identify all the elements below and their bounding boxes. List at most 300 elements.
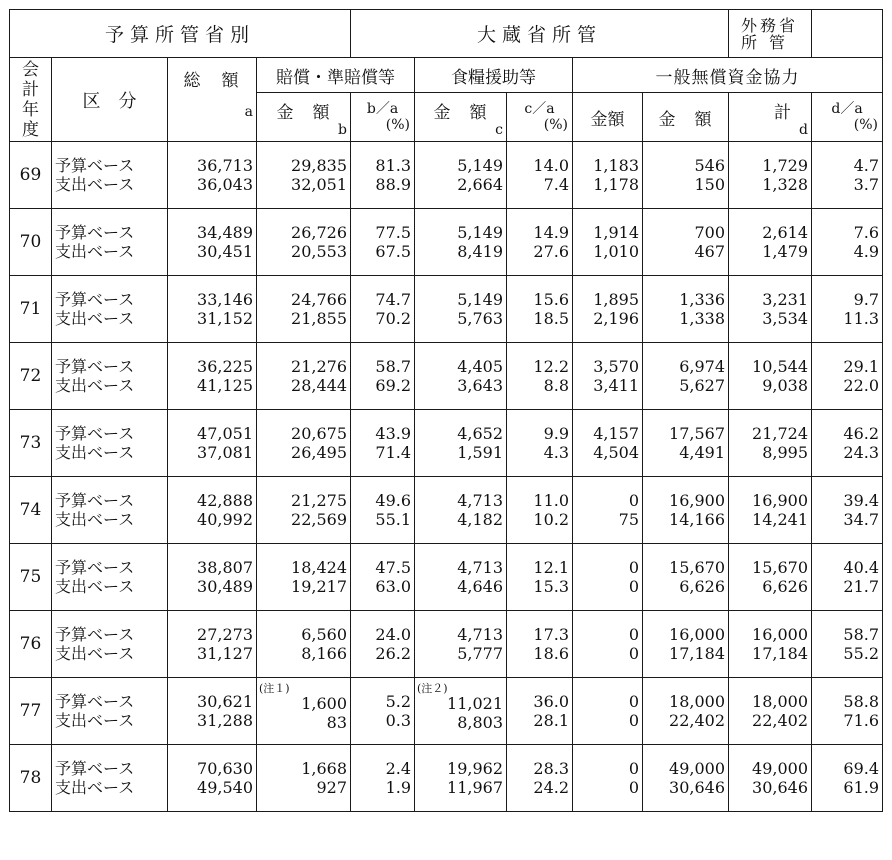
rep-ratio-cell: [351, 477, 415, 544]
food-ratio-cell: [507, 343, 573, 410]
fiscal-year-cell: 73: [10, 410, 52, 477]
expenditure-value: 41,125: [197, 376, 253, 395]
expenditure-value: 26.2: [375, 644, 412, 663]
rep-ratio-label: b／a: [366, 101, 399, 117]
expenditure-value: 6,626: [679, 577, 726, 596]
budget-value: 15,670: [669, 558, 726, 577]
mofa-grant-cell: [643, 209, 729, 276]
food-aid-header: 食糧援助等: [415, 58, 573, 93]
budget-value: 58.7: [843, 625, 880, 644]
table-row: [10, 544, 883, 611]
fiscal-year-cell: 71: [10, 276, 52, 343]
fiscal-year-cell: 69: [10, 142, 52, 209]
expenditure-value: 30,489: [197, 577, 253, 596]
budget-value: 546: [694, 156, 726, 175]
expenditure-value: 1,338: [679, 309, 726, 328]
ministry-header-row: [10, 10, 883, 58]
expenditure-basis-label: 支出ベース: [55, 175, 135, 194]
budget-value: 20,675: [291, 424, 348, 443]
expenditure-value: 5,627: [679, 376, 726, 395]
mofa-grant-cell: [643, 142, 729, 209]
budget-value: 19,962: [447, 759, 504, 778]
budget-value: 4,713: [457, 558, 504, 577]
food-ratio-cell: [507, 276, 573, 343]
rep-ratio-cell: [351, 745, 415, 812]
expenditure-value: 3,534: [762, 309, 809, 328]
budget-value: 17,567: [669, 424, 726, 443]
rep-amount-label: 金 額: [276, 102, 331, 123]
budget-value: 0: [628, 491, 640, 510]
budget-value: 0: [628, 759, 640, 778]
budget-value: 0: [628, 558, 640, 577]
budget-value: 26,726: [291, 223, 348, 242]
category-cell: [52, 477, 168, 544]
category-cell: [52, 209, 168, 276]
sum-label: 計: [774, 102, 798, 123]
food-amount-sub: c: [495, 121, 504, 138]
mof-grant-cell: [573, 410, 643, 477]
mof-grant-cell: [573, 544, 643, 611]
budget-value: 36,225: [197, 357, 253, 376]
food-amount-cell: [415, 544, 507, 611]
expenditure-value: 17,184: [669, 644, 726, 663]
budget-basis-label: 予算ベース: [55, 223, 135, 242]
mofa-grant-cell: [643, 611, 729, 678]
expenditure-value: 32,051: [291, 175, 348, 194]
budget-value: 1,183: [593, 156, 640, 175]
rep-ratio-cell: [351, 544, 415, 611]
table-row: [10, 410, 883, 477]
expenditure-value: 63.0: [375, 577, 412, 596]
budget-value: 17.3: [533, 625, 570, 644]
expenditure-value: 75: [618, 510, 640, 529]
mofa-grant-cell: [643, 745, 729, 812]
budget-value: 49.6: [375, 491, 412, 510]
budget-value: 11,021: [447, 693, 504, 713]
category-cell: [52, 678, 168, 745]
category-cell: [52, 611, 168, 678]
budget-value: 47,051: [197, 424, 253, 443]
budget-basis-label: 予算ベース: [55, 357, 135, 376]
budget-value: 4,405: [457, 357, 504, 376]
mofa-grant-cell: [643, 544, 729, 611]
budget-value: 21,276: [291, 357, 348, 376]
budget-value: 11.0: [533, 491, 570, 510]
budget-value: 77.5: [375, 223, 412, 242]
budget-value: 15.6: [533, 290, 570, 309]
category-cell: [52, 544, 168, 611]
sum-ratio-cell: [812, 142, 883, 209]
expenditure-value: 14,241: [752, 510, 809, 529]
sum-cell: [729, 142, 812, 209]
total-label: 総 額: [183, 71, 241, 91]
budget-basis-label: 予算ベース: [55, 692, 135, 711]
budget-basis-label: 予算ベース: [55, 558, 135, 577]
expenditure-value: 18.5: [533, 309, 570, 328]
expenditure-value: 27.6: [533, 242, 570, 261]
note-marker-1: (注１): [259, 681, 290, 695]
fiscal-year-char: 会: [22, 59, 39, 80]
budget-value: 9.9: [543, 424, 570, 443]
expenditure-value: 31,127: [197, 644, 253, 663]
fiscal-year-cell: 74: [10, 477, 52, 544]
budget-value: 5,149: [457, 223, 504, 242]
budget-value: 3,231: [762, 290, 809, 309]
expenditure-value: 24.3: [843, 443, 880, 462]
expenditure-value: 24.2: [533, 778, 570, 797]
budget-value: 15,670: [752, 558, 809, 577]
expenditure-basis-label: 支出ベース: [55, 711, 135, 730]
budget-basis-label: 予算ベース: [55, 424, 135, 443]
note-marker-2: (注２): [417, 681, 448, 695]
sum-ratio-cell: [812, 477, 883, 544]
expenditure-basis-label: 支出ベース: [55, 778, 135, 797]
aid-budget-table: [9, 9, 883, 812]
sum-ratio-header: [812, 93, 883, 142]
expenditure-value: 55.2: [843, 644, 880, 663]
rep-ratio-cell: [351, 678, 415, 745]
table-row: [10, 611, 883, 678]
rep-ratio-cell: [351, 410, 415, 477]
sum-cell: [729, 410, 812, 477]
expenditure-value: 83: [326, 712, 348, 732]
budget-value: 4,713: [457, 625, 504, 644]
mofa-heading: [729, 10, 812, 58]
expenditure-value: 30,646: [669, 778, 726, 797]
food-ratio-label: c／a: [524, 101, 555, 117]
budget-value: 0: [628, 625, 640, 644]
food-amount-cell: [415, 142, 507, 209]
expenditure-value: 5,777: [457, 644, 504, 663]
rep-amount-cell: [257, 343, 351, 410]
budget-value: 39.4: [843, 491, 880, 510]
expenditure-value: 34.7: [843, 510, 880, 529]
expenditure-value: 1,591: [457, 443, 504, 462]
sum-ratio-cell: [812, 745, 883, 812]
sum-cell: [729, 276, 812, 343]
table-row: [10, 142, 883, 209]
expenditure-value: 88.9: [375, 175, 412, 194]
mofa-heading-line2: 所管: [741, 32, 798, 52]
total-cell: [168, 745, 257, 812]
expenditure-value: 71.4: [375, 443, 412, 462]
budget-value: 58.7: [375, 357, 412, 376]
food-amount-header: [415, 93, 507, 142]
expenditure-value: 0: [628, 577, 640, 596]
table-row: [10, 343, 883, 410]
rep-ratio-cell: [351, 142, 415, 209]
budget-value: 30,621: [197, 692, 253, 711]
rep-amount-sub: b: [338, 121, 348, 138]
rep-amount-cell: [257, 410, 351, 477]
sum-ratio-cell: [812, 611, 883, 678]
food-amount-cell: [415, 276, 507, 343]
expenditure-value: 927: [316, 778, 348, 797]
expenditure-value: 26,495: [291, 443, 348, 462]
budget-value: 2.4: [385, 759, 412, 778]
budget-value: 0: [628, 692, 640, 711]
expenditure-value: 6,626: [762, 577, 809, 596]
expenditure-value: 11,967: [447, 778, 504, 797]
budget-value: 4.7: [853, 156, 880, 175]
budget-value: 33,146: [197, 290, 253, 309]
expenditure-value: 22,402: [669, 711, 726, 730]
budget-value: 1,729: [762, 156, 809, 175]
food-ratio-cell: [507, 142, 573, 209]
sum-cell: [729, 678, 812, 745]
expenditure-value: 2,664: [457, 175, 504, 194]
mof-grant-cell: [573, 477, 643, 544]
expenditure-value: 11.3: [843, 309, 880, 328]
category-cell: [52, 745, 168, 812]
mofa-grant-cell: [643, 276, 729, 343]
mof-grant-cell: [573, 276, 643, 343]
budget-value: 1,336: [679, 290, 726, 309]
food-ratio-header: [507, 93, 573, 142]
budget-basis-label: 予算ベース: [55, 759, 135, 778]
food-ratio-cell: [507, 611, 573, 678]
fiscal-year-cell: 76: [10, 611, 52, 678]
expenditure-value: 1,010: [593, 242, 640, 261]
expenditure-value: 2,196: [593, 309, 640, 328]
total-cell: [168, 142, 257, 209]
expenditure-basis-label: 支出ベース: [55, 443, 135, 462]
budget-value: 36,713: [197, 156, 253, 175]
category-cell: [52, 142, 168, 209]
expenditure-value: 20,553: [291, 242, 348, 261]
expenditure-value: 1,328: [762, 175, 809, 194]
mof-grant-header: 金額: [573, 93, 643, 142]
mofa-grant-cell: [643, 410, 729, 477]
fiscal-year-header: [10, 58, 52, 142]
expenditure-value: 15.3: [533, 577, 570, 596]
total-cell: [168, 276, 257, 343]
mof-grant-cell: [573, 343, 643, 410]
food-amount-cell: [415, 678, 507, 745]
budget-by-ministry-heading: 予算所管省別: [10, 10, 351, 58]
budget-basis-label: 予算ベース: [55, 156, 135, 175]
rep-amount-header: [257, 93, 351, 142]
fiscal-year-cell: 78: [10, 745, 52, 812]
sum-ratio-cell: [812, 410, 883, 477]
budget-value: 4,652: [457, 424, 504, 443]
budget-value: 5,149: [457, 290, 504, 309]
food-amount-label: 金 額: [433, 102, 488, 123]
budget-value: 9.7: [853, 290, 880, 309]
food-ratio-cell: [507, 410, 573, 477]
budget-value: 36.0: [533, 692, 570, 711]
sum-ratio-cell: [812, 276, 883, 343]
budget-value: 38,807: [197, 558, 253, 577]
budget-value: 1,600: [301, 693, 348, 713]
expenditure-value: 8.8: [543, 376, 570, 395]
expenditure-value: 467: [694, 242, 726, 261]
budget-value: 1,914: [593, 223, 640, 242]
expenditure-value: 71.6: [843, 711, 880, 730]
expenditure-value: 4.3: [543, 443, 570, 462]
expenditure-value: 61.9: [843, 778, 880, 797]
budget-basis-label: 予算ベース: [55, 290, 135, 309]
expenditure-basis-label: 支出ベース: [55, 510, 135, 529]
budget-value: 10,544: [752, 357, 809, 376]
expenditure-value: 17,184: [752, 644, 809, 663]
expenditure-basis-label: 支出ベース: [55, 309, 135, 328]
expenditure-value: 31,152: [197, 309, 253, 328]
expenditure-value: 21,855: [291, 309, 348, 328]
food-amount-cell: [415, 477, 507, 544]
expenditure-value: 4,182: [457, 510, 504, 529]
budget-value: 16,000: [752, 625, 809, 644]
budget-value: 21,275: [291, 491, 348, 510]
expenditure-value: 150: [694, 175, 726, 194]
table-row: [10, 276, 883, 343]
sum-cell: [729, 544, 812, 611]
food-amount-cell: [415, 209, 507, 276]
budget-basis-label: 予算ベース: [55, 491, 135, 510]
grant-aid-header: 一般無償資金協力: [573, 58, 883, 93]
budget-value: 49,000: [669, 759, 726, 778]
budget-value: 74.7: [375, 290, 412, 309]
expenditure-value: 4,504: [593, 443, 640, 462]
expenditure-value: 7.4: [543, 175, 570, 194]
expenditure-value: 18.6: [533, 644, 570, 663]
expenditure-value: 21.7: [843, 577, 880, 596]
budget-value: 27,273: [197, 625, 253, 644]
expenditure-value: 1,479: [762, 242, 809, 261]
rep-amount-cell: [257, 477, 351, 544]
expenditure-value: 30,451: [197, 242, 253, 261]
budget-value: 4,157: [593, 424, 640, 443]
rep-amount-cell: [257, 276, 351, 343]
expenditure-basis-label: 支出ベース: [55, 242, 135, 261]
food-ratio-cell: [507, 678, 573, 745]
category-header: 区 分: [52, 58, 168, 142]
budget-value: 40.4: [843, 558, 880, 577]
expenditure-value: 19,217: [291, 577, 348, 596]
rep-amount-cell: [257, 611, 351, 678]
budget-value: 12.2: [533, 357, 570, 376]
total-cell: [168, 477, 257, 544]
expenditure-basis-label: 支出ベース: [55, 577, 135, 596]
expenditure-value: 8,166: [301, 644, 348, 663]
budget-value: 6,560: [301, 625, 348, 644]
total-header: [168, 58, 257, 142]
expenditure-value: 0: [628, 778, 640, 797]
expenditure-value: 31,288: [197, 711, 253, 730]
mofa-grant-cell: [643, 343, 729, 410]
budget-value: 58.8: [843, 692, 880, 711]
table-row: [10, 209, 883, 276]
sum-sub: d: [799, 121, 809, 138]
total-cell: [168, 410, 257, 477]
fiscal-year-cell: 75: [10, 544, 52, 611]
mof-grant-cell: [573, 209, 643, 276]
mof-grant-cell: [573, 678, 643, 745]
budget-value: 24.0: [375, 625, 412, 644]
mofa-grant-cell: [643, 678, 729, 745]
expenditure-basis-label: 支出ベース: [55, 376, 135, 395]
budget-value: 1,895: [593, 290, 640, 309]
total-cell: [168, 544, 257, 611]
rep-amount-cell: [257, 209, 351, 276]
sum-ratio-cell: [812, 544, 883, 611]
sum-cell: [729, 209, 812, 276]
mof-grant-cell: [573, 611, 643, 678]
expenditure-value: 37,081: [197, 443, 253, 462]
budget-value: 4,713: [457, 491, 504, 510]
total-cell: [168, 343, 257, 410]
mofa-grant-header: 金 額: [643, 93, 729, 142]
mof-heading: 大蔵省所管: [351, 10, 729, 58]
expenditure-value: 0: [628, 644, 640, 663]
budget-value: 28.3: [533, 759, 570, 778]
expenditure-value: 5,763: [457, 309, 504, 328]
expenditure-value: 55.1: [375, 510, 412, 529]
fiscal-year-char: 年: [22, 99, 39, 120]
budget-value: 70,630: [197, 759, 253, 778]
sum-ratio-cell: [812, 209, 883, 276]
food-amount-cell: [415, 745, 507, 812]
total-sub: a: [244, 104, 253, 120]
budget-value: 12.1: [533, 558, 570, 577]
sum-ratio-pct: (%): [853, 117, 879, 133]
expenditure-value: 1.9: [385, 778, 412, 797]
expenditure-value: 8,803: [457, 712, 504, 732]
expenditure-value: 9,038: [762, 376, 809, 395]
expenditure-value: 69.2: [375, 376, 412, 395]
mof-grant-cell: [573, 142, 643, 209]
expenditure-value: 14,166: [669, 510, 726, 529]
category-cell: [52, 343, 168, 410]
budget-value: 16,900: [669, 491, 726, 510]
expenditure-value: 1,178: [593, 175, 640, 194]
budget-value: 5.2: [385, 692, 412, 711]
expenditure-value: 8,419: [457, 242, 504, 261]
expenditure-value: 22,569: [291, 510, 348, 529]
budget-value: 16,900: [752, 491, 809, 510]
expenditure-value: 36,043: [197, 175, 253, 194]
rep-amount-cell: [257, 745, 351, 812]
expenditure-value: 40,992: [197, 510, 253, 529]
budget-value: 24,766: [291, 290, 348, 309]
rep-ratio-cell: [351, 343, 415, 410]
food-amount-cell: [415, 410, 507, 477]
expenditure-value: 4,491: [679, 443, 726, 462]
fiscal-year-cell: 70: [10, 209, 52, 276]
blank-heading: [812, 10, 883, 58]
food-amount-cell: [415, 611, 507, 678]
rep-amount-cell: [257, 544, 351, 611]
budget-value: 18,000: [752, 692, 809, 711]
food-ratio-cell: [507, 209, 573, 276]
expenditure-value: 70.2: [375, 309, 412, 328]
mofa-heading-line1: 外務省: [741, 15, 799, 35]
total-cell: [168, 678, 257, 745]
budget-value: 81.3: [375, 156, 412, 175]
budget-value: 14.0: [533, 156, 570, 175]
expenditure-value: 0: [628, 711, 640, 730]
expenditure-value: 28.1: [533, 711, 570, 730]
expenditure-value: 3,643: [457, 376, 504, 395]
expenditure-value: 0.3: [385, 711, 412, 730]
table-row: [10, 745, 883, 812]
food-ratio-cell: [507, 544, 573, 611]
budget-value: 43.9: [375, 424, 412, 443]
sum-ratio-cell: [812, 678, 883, 745]
mof-grant-cell: [573, 745, 643, 812]
sum-cell: [729, 477, 812, 544]
expenditure-value: 4,646: [457, 577, 504, 596]
